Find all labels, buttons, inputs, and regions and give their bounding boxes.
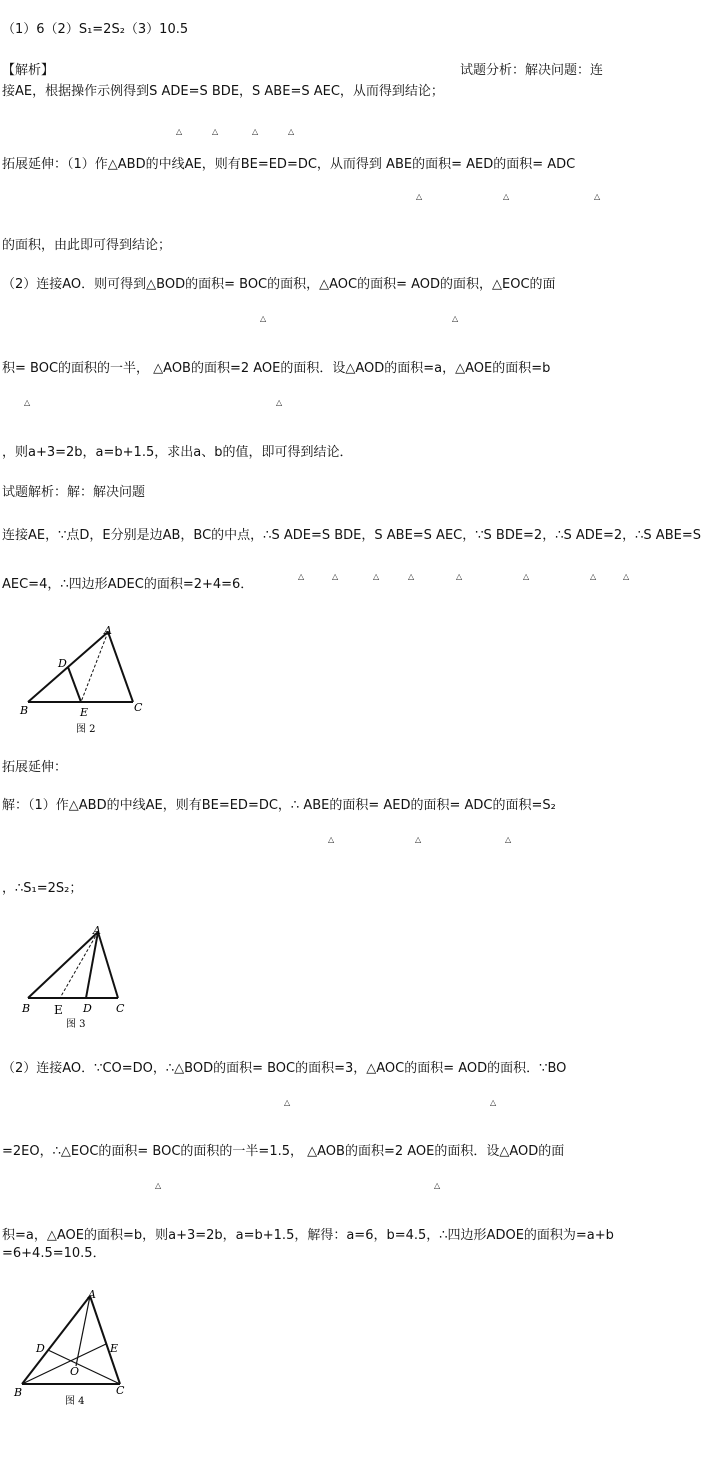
triangle-mark: △ [523,572,530,581]
triangle-mark: △ [623,572,630,581]
triangle-mark: △ [456,572,463,581]
fig4-label-c: C [116,1384,125,1397]
analysis-line-2: 接AE，根据操作示例得到S ADE=S BDE，S ABE=S AEC，从而得到结论； [2,84,444,99]
fig4-label-a: A [88,1288,96,1301]
extension-solution-3: （2）连接AO．∵CO=DO，∴△BOD的面积= BOC的面积=3，△AOC的面积= AOD的面积．∵BO [2,1061,567,1076]
figure-3 [18,920,138,1032]
fig2-label-e: E [80,706,89,719]
fig4-label-o: O [70,1365,80,1378]
fig4-label-d: D [36,1342,45,1355]
solution-line-1: 连接AE，∵点D，E分别是边AB，BC的中点，∴S ADE=S BDE，S ABE=S AEC，∵S BDE=2，∴S ADE=2，∴S ABE=S [2,528,701,543]
triangle-mark: △ [176,127,183,136]
figure-4 [10,1284,140,1414]
solution-heading: 试题解析：解：解决问题 [2,485,146,500]
triangle-mark: △ [505,835,512,844]
extension-solution-4: =2EO，∴△EOC的面积= BOC的面积的一半=1.5， △AOB的面积=2 AOE的面积．设△AOD的面 [2,1144,565,1159]
extension-solution-6: =6+4.5=10.5． [2,1246,106,1261]
triangle-mark: △ [288,127,295,136]
triangle-mark: △ [503,192,510,201]
extension-line-1: 拓展延伸：（1）作△ABD的中线AE，则有BE=ED=DC，从而得到 ABE的面积= AED的面积= ADC [2,157,576,172]
triangle-mark: △ [408,572,415,581]
triangle-mark: △ [373,572,380,581]
triangle-mark: △ [490,1098,497,1107]
fig2-label-a: A [104,624,112,637]
fig3-label-c: C [116,1002,125,1015]
triangle-mark: △ [252,127,259,136]
fig4-label-e: E [110,1342,119,1355]
triangle-mark: △ [155,1181,162,1190]
fig2-caption: 图 2 [76,724,96,735]
triangle-mark: △ [276,398,283,407]
extension-line-4: 积= BOC的面积的一半， △AOB的面积=2 AOE的面积．设△AOD的面积=a，△AOE的面积=b [2,361,551,376]
fig4-caption: 图 4 [65,1396,85,1407]
fig3-label-a: A [93,924,101,937]
answer-line: （1）6（2）S₁=2S₂（3）10.5 [2,22,189,37]
fig3-label-e: E [54,1003,63,1017]
triangle-mark: △ [332,572,339,581]
fig4-label-b: B [14,1386,23,1399]
triangle-mark: △ [416,192,423,201]
extension-solution-1: 解：（1）作△ABD的中线AE，则有BE=ED=DC，∴ ABE的面积= AED的面积= ADC的面积=S₂ [2,798,556,813]
triangle-mark: △ [24,398,31,407]
fig2-label-d: D [58,657,67,670]
extension-solution-5: 积=a，△AOE的面积=b，则a+3=2b，a=b+1.5，解得：a=6，b=4.5，∴四边形ADOE的面积为=a+b [2,1228,614,1243]
triangle-mark: △ [298,572,305,581]
triangle-mark: △ [260,314,267,323]
extension-solution-2: ，∴S₁=2S₂； [2,881,83,896]
triangle-mark: △ [415,835,422,844]
extension-line-2: 的面积，由此即可得到结论； [2,238,172,253]
triangle-mark: △ [328,835,335,844]
fig3-label-d: D [83,1002,92,1015]
triangle-mark: △ [594,192,601,201]
figure-2 [18,622,158,738]
triangle-mark: △ [434,1181,441,1190]
extension-line-5: ，则a+3=2b，a=b+1.5，求出a、b的值，即可得到结论． [2,445,353,460]
triangle-mark: △ [212,127,219,136]
extension-line-3: （2）连接AO．则可得到△BOD的面积= BOC的面积，△AOC的面积= AOD的面积，△EOC的面 [2,277,556,292]
triangle-mark: △ [590,572,597,581]
extension-heading: 拓展延伸： [2,760,68,775]
fig3-caption: 图 3 [66,1019,86,1030]
jiexi-label: 【解析】 [2,63,55,78]
triangle-mark: △ [452,314,459,323]
fig3-label-b: B [22,1002,31,1015]
analysis-label: 试题分析：解决问题：连 [460,63,604,78]
solution-line-2: AEC=4，∴四边形ADEC的面积=2+4=6． [2,577,254,592]
fig2-label-c: C [134,701,143,714]
triangle-mark: △ [284,1098,291,1107]
fig2-label-b: B [20,704,29,717]
